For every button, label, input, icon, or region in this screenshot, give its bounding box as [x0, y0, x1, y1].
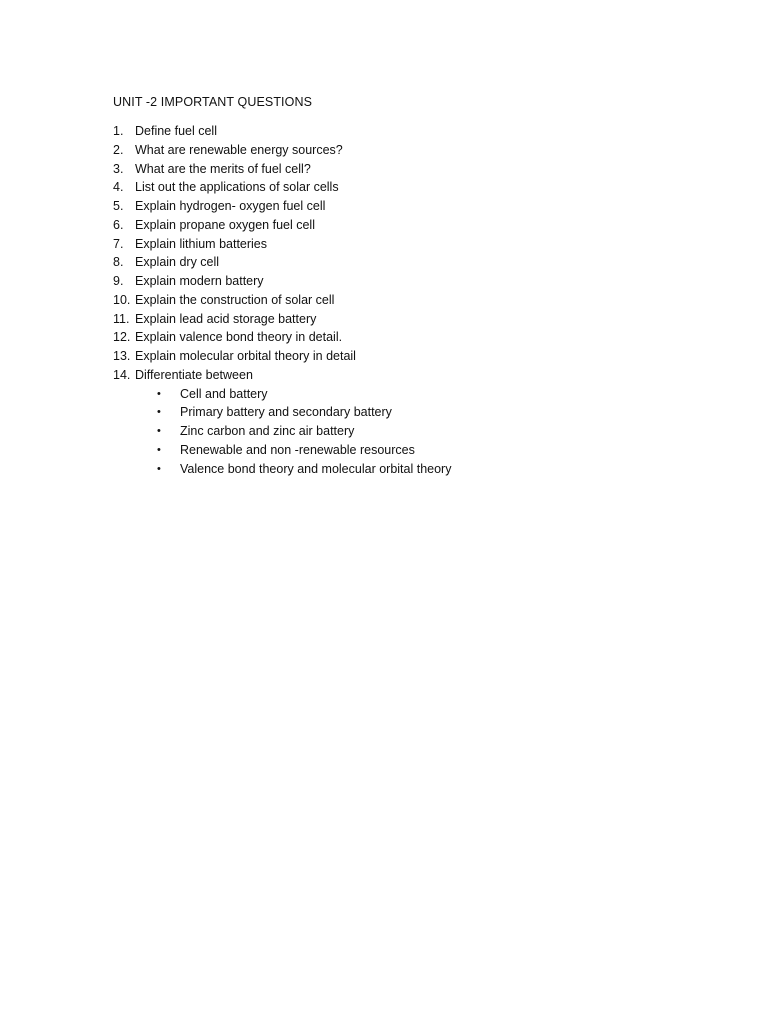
question-item — [113, 235, 268, 254]
question-number: 6. — [113, 217, 124, 232]
question-number: 8. — [113, 255, 124, 270]
question-text: Explain propane oxygen fuel cell — [135, 217, 315, 232]
question-item — [113, 122, 217, 141]
question-number: 10. — [113, 292, 131, 307]
question-item — [113, 253, 220, 272]
question-item — [113, 160, 311, 179]
question-list — [113, 122, 452, 476]
sub-item-text: Valence bond theory and molecular orbital theory — [180, 461, 452, 476]
question-number: 13. — [113, 349, 131, 363]
question-text: What are renewable energy sources? — [135, 142, 343, 157]
question-number: 3. — [113, 161, 124, 176]
question-text: Explain modern battery — [135, 274, 264, 288]
question-text: Explain valence bond theory in detail. — [135, 330, 343, 345]
question-number: 1. — [113, 124, 124, 138]
question-text: Explain lead acid storage battery — [135, 311, 317, 326]
question-text: Explain dry cell — [135, 255, 220, 270]
question-item — [113, 310, 317, 329]
question-text: Differentiate between — [135, 367, 253, 382]
question-number: 11. — [113, 311, 130, 326]
question-text: Define fuel cell — [135, 124, 217, 138]
question-item — [113, 141, 343, 160]
bullet-icon: • — [157, 406, 161, 419]
sub-item-text: Primary battery and secondary battery — [180, 405, 392, 420]
question-item — [113, 197, 326, 216]
question-item — [113, 216, 315, 235]
question-text: Explain molecular orbital theory in detail — [135, 349, 356, 363]
question-number: 2. — [113, 142, 124, 157]
question-number: 5. — [113, 199, 124, 213]
question-number: 7. — [113, 236, 124, 251]
question-text: Explain the construction of solar cell — [135, 292, 335, 307]
question-item — [113, 291, 335, 310]
document-title: UNIT -2 IMPORTANT QUESTIONS — [113, 95, 313, 109]
question-text: List out the applications of solar cells — [135, 180, 339, 195]
bullet-icon: • — [157, 443, 161, 456]
question-text: Explain hydrogen- oxygen fuel cell — [135, 199, 326, 213]
bullet-icon: • — [157, 425, 161, 437]
question-number: 9. — [113, 274, 124, 288]
question-number: 14. — [113, 367, 131, 382]
sub-item-text: Renewable and non -renewable resources — [180, 442, 415, 457]
question-item — [113, 347, 356, 366]
question-text: Explain lithium batteries — [135, 236, 268, 251]
question-item — [113, 178, 339, 197]
question-number: 4. — [113, 180, 124, 195]
bullet-icon: • — [157, 387, 161, 400]
bullet-icon: • — [157, 462, 161, 475]
question-item — [113, 366, 452, 476]
question-item — [113, 272, 264, 291]
question-text: What are the merits of fuel cell? — [135, 161, 311, 176]
sub-item-text: Zinc carbon and zinc air battery — [180, 424, 355, 438]
question-item — [113, 328, 343, 347]
question-number: 12. — [113, 330, 131, 345]
sub-item-text: Cell and battery — [180, 386, 268, 401]
